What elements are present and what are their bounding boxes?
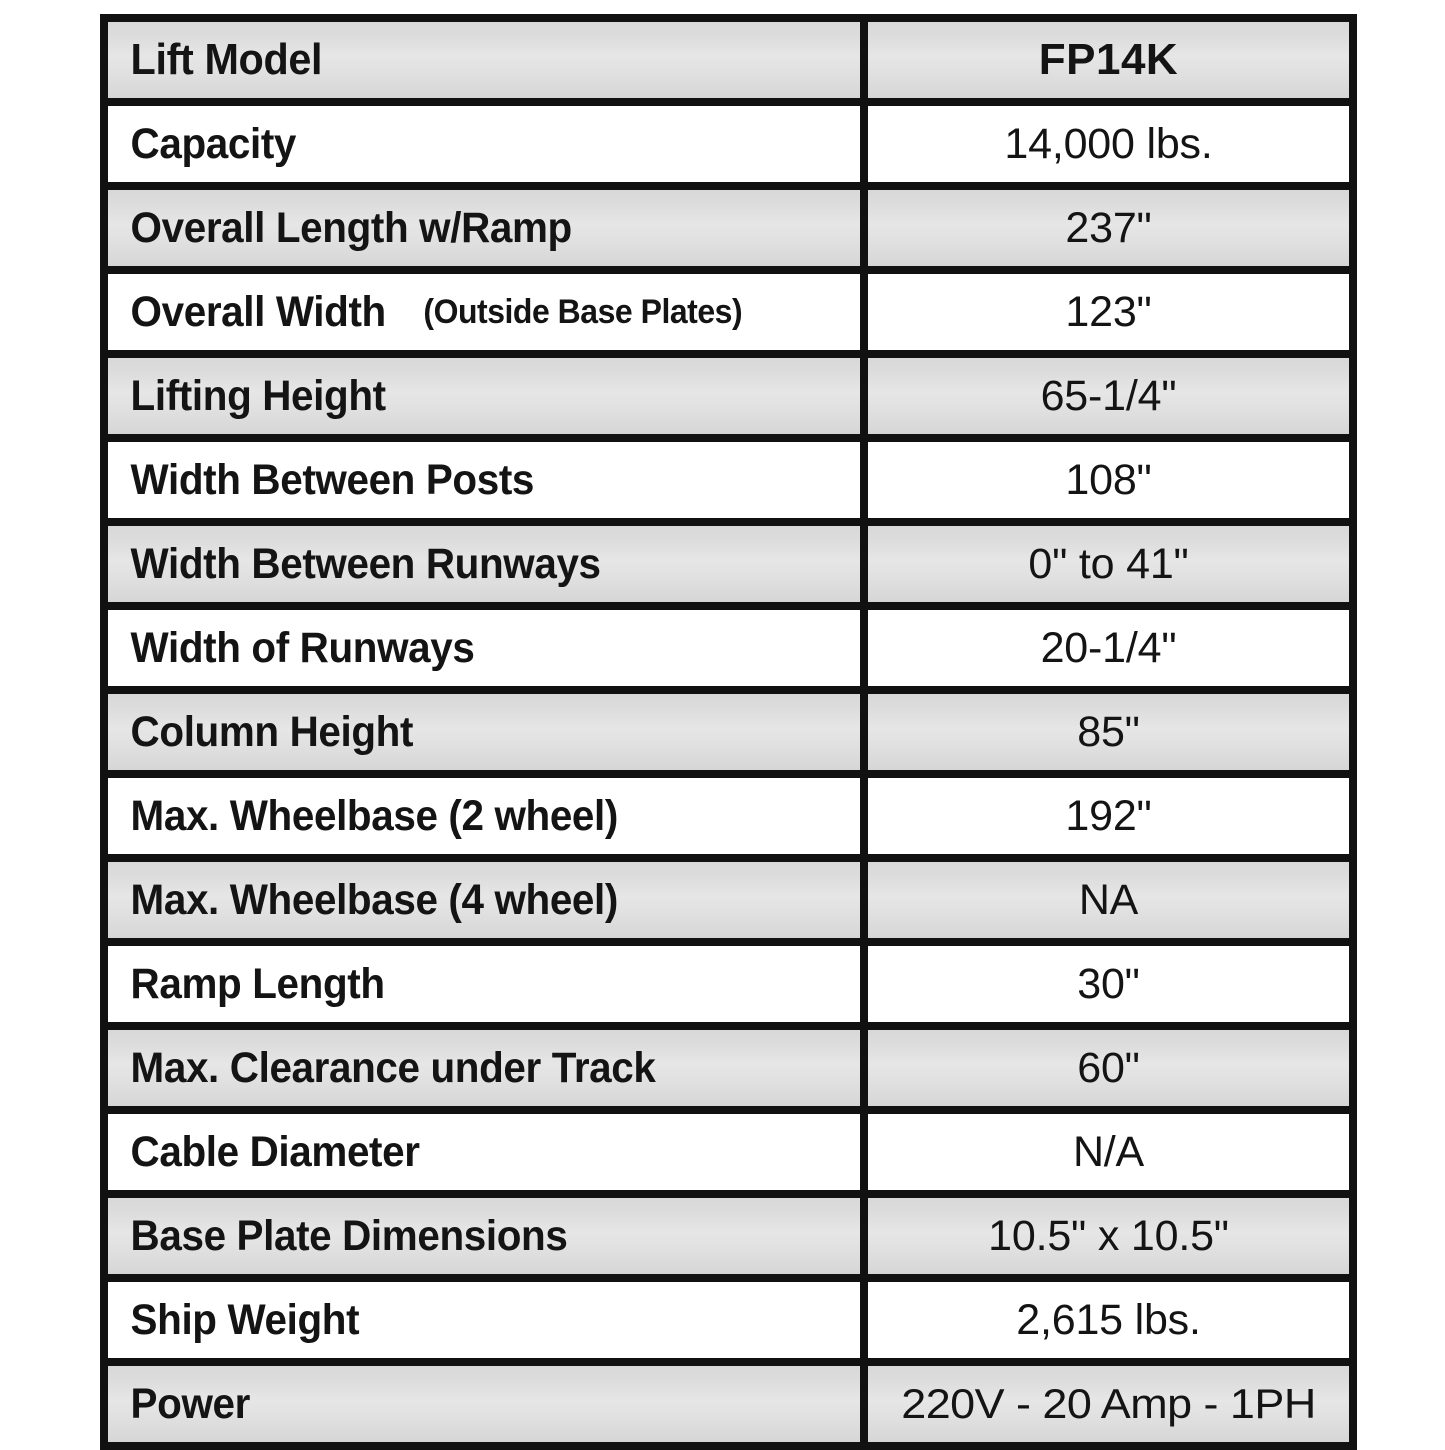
- spec-value-cell: [864, 1194, 1353, 1278]
- spec-value-surface: [868, 1114, 1349, 1190]
- spec-label-cell: [104, 1194, 864, 1278]
- spec-value-cell: [864, 186, 1353, 270]
- spec-label-cell: [104, 270, 864, 354]
- spec-value-text: FP14K: [1038, 35, 1179, 84]
- table-row: [104, 606, 1353, 690]
- spec-label-surface: [108, 1282, 860, 1358]
- spec-value-surface: [868, 106, 1349, 182]
- table-row: [104, 102, 1353, 186]
- table-row: [104, 522, 1353, 606]
- spec-value-surface: [868, 1198, 1349, 1274]
- spec-label-text: Width Between Posts: [130, 455, 535, 504]
- spec-label-cell: [104, 438, 864, 522]
- spec-value-cell: [864, 522, 1353, 606]
- spec-value-text: 65-1/4": [1040, 371, 1177, 420]
- spec-label-surface: [108, 862, 860, 938]
- spec-label-cell: [104, 774, 864, 858]
- specification-table-body: [104, 18, 1353, 1446]
- spec-label-surface: [108, 946, 860, 1022]
- spec-value-surface: [868, 778, 1349, 854]
- spec-label-cell: [104, 186, 864, 270]
- spec-value-surface: [868, 1282, 1349, 1358]
- spec-label-surface: [108, 1030, 860, 1106]
- table-row: [104, 186, 1353, 270]
- spec-value-surface: [868, 190, 1349, 266]
- spec-label-surface: [108, 1366, 860, 1442]
- spec-label-surface: [108, 106, 860, 182]
- spec-label-surface: [108, 274, 860, 350]
- spec-value-text: 237": [1065, 203, 1152, 252]
- spec-label-surface: [108, 610, 860, 686]
- spec-value-text: 220V - 20 Amp - 1PH: [901, 1380, 1316, 1427]
- table-row: [104, 690, 1353, 774]
- spec-label-surface: [108, 1198, 860, 1274]
- spec-label-text: Capacity: [130, 119, 297, 168]
- spec-value-text: 2,615 lbs.: [1016, 1295, 1201, 1344]
- spec-value-cell: [864, 1278, 1353, 1362]
- spec-value-text: 123": [1065, 287, 1152, 336]
- spec-value-cell: [864, 1110, 1353, 1194]
- spec-value-cell: [864, 102, 1353, 186]
- spec-value-cell: [864, 1362, 1353, 1446]
- spec-value-surface: [868, 442, 1349, 518]
- table-row: [104, 438, 1353, 522]
- spec-value-surface: [868, 358, 1349, 434]
- spec-value-text: N/A: [1072, 1127, 1145, 1176]
- spec-value-surface: [868, 610, 1349, 686]
- spec-value-cell: [864, 354, 1353, 438]
- spec-value-cell: [864, 270, 1353, 354]
- spec-label-surface: [108, 358, 860, 434]
- spec-value-surface: [868, 526, 1349, 602]
- spec-label-cell: [104, 690, 864, 774]
- spec-label-surface: [108, 190, 860, 266]
- spec-label-text: Max. Wheelbase (4 wheel): [130, 875, 618, 924]
- spec-value-cell: [864, 1026, 1353, 1110]
- spec-label-text: Ship Weight: [130, 1295, 360, 1344]
- spec-label-text: Cable Diameter: [130, 1127, 420, 1176]
- spec-label-surface: [108, 778, 860, 854]
- spec-value-surface: [868, 862, 1349, 938]
- spec-value-text: 60": [1077, 1043, 1140, 1092]
- spec-label-text: Overall Length w/Ramp: [130, 203, 572, 252]
- spec-label-cell: [104, 102, 864, 186]
- table-row: [104, 18, 1353, 102]
- spec-value-text: 85": [1077, 707, 1140, 756]
- spec-label-text: Power: [130, 1379, 250, 1428]
- spec-label-cell: [104, 1110, 864, 1194]
- spec-label-text: Overall Width: [130, 287, 386, 336]
- spec-label-text: Base Plate Dimensions: [130, 1211, 568, 1260]
- spec-label-surface: [108, 442, 860, 518]
- spec-label-cell: [104, 606, 864, 690]
- spec-label-cell: [104, 18, 864, 102]
- spec-value-surface: [868, 694, 1349, 770]
- spec-label-cell: [104, 858, 864, 942]
- spec-label-text: Max. Wheelbase (2 wheel): [130, 791, 618, 840]
- table-row: [104, 858, 1353, 942]
- spec-label-text: Lift Model: [130, 35, 323, 84]
- table-row: [104, 774, 1353, 858]
- spec-value-cell: [864, 606, 1353, 690]
- lift-specification-table: [100, 14, 1357, 1450]
- table-row: [104, 1026, 1353, 1110]
- spec-label-cell: [104, 522, 864, 606]
- spec-value-cell: [864, 858, 1353, 942]
- spec-label-text: Max. Clearance under Track: [130, 1043, 656, 1092]
- spec-label-cell: [104, 1362, 864, 1446]
- spec-value-text: 0" to 41": [1028, 539, 1189, 588]
- table-row: [104, 270, 1353, 354]
- spec-value-cell: [864, 774, 1353, 858]
- spec-label-surface: [108, 526, 860, 602]
- table-row: [104, 1278, 1353, 1362]
- table-row: [104, 1194, 1353, 1278]
- spec-label-cell: [104, 1278, 864, 1362]
- spec-label-cell: [104, 354, 864, 438]
- table-row: [104, 1362, 1353, 1446]
- spec-label-text: Column Height: [130, 707, 414, 756]
- spec-label-cell: [104, 942, 864, 1026]
- spec-label-cell: [104, 1026, 864, 1110]
- spec-value-surface: [868, 1030, 1349, 1106]
- spec-value-surface: [868, 22, 1349, 98]
- spec-value-text: 30": [1077, 959, 1140, 1008]
- spec-value-surface: [868, 946, 1349, 1022]
- table-row: [104, 942, 1353, 1026]
- spec-value-cell: [864, 942, 1353, 1026]
- spec-value-cell: [864, 438, 1353, 522]
- spec-label-surface: [108, 22, 860, 98]
- spec-label-surface: [108, 694, 860, 770]
- spec-label-qualifier: (Outside Base Plates): [422, 293, 742, 331]
- spec-value-surface: [868, 1366, 1349, 1442]
- spec-value-text: 108": [1065, 455, 1152, 504]
- table-row: [104, 1110, 1353, 1194]
- spec-value-text: 192": [1065, 791, 1152, 840]
- spec-value-cell: [864, 690, 1353, 774]
- spec-label-text: Width Between Runways: [130, 539, 601, 588]
- spec-label-text: Lifting Height: [130, 371, 386, 420]
- spec-value-text: NA: [1078, 875, 1139, 924]
- spec-value-surface: [868, 274, 1349, 350]
- table-row: [104, 354, 1353, 438]
- spec-value-cell: [864, 18, 1353, 102]
- spec-label-surface: [108, 1114, 860, 1190]
- spec-value-text: 10.5" x 10.5": [988, 1211, 1229, 1260]
- spec-value-text: 20-1/4": [1040, 623, 1177, 672]
- spec-value-text: 14,000 lbs.: [1004, 119, 1213, 168]
- spec-label-text: Width of Runways: [130, 623, 475, 672]
- spec-label-text: Ramp Length: [130, 959, 385, 1008]
